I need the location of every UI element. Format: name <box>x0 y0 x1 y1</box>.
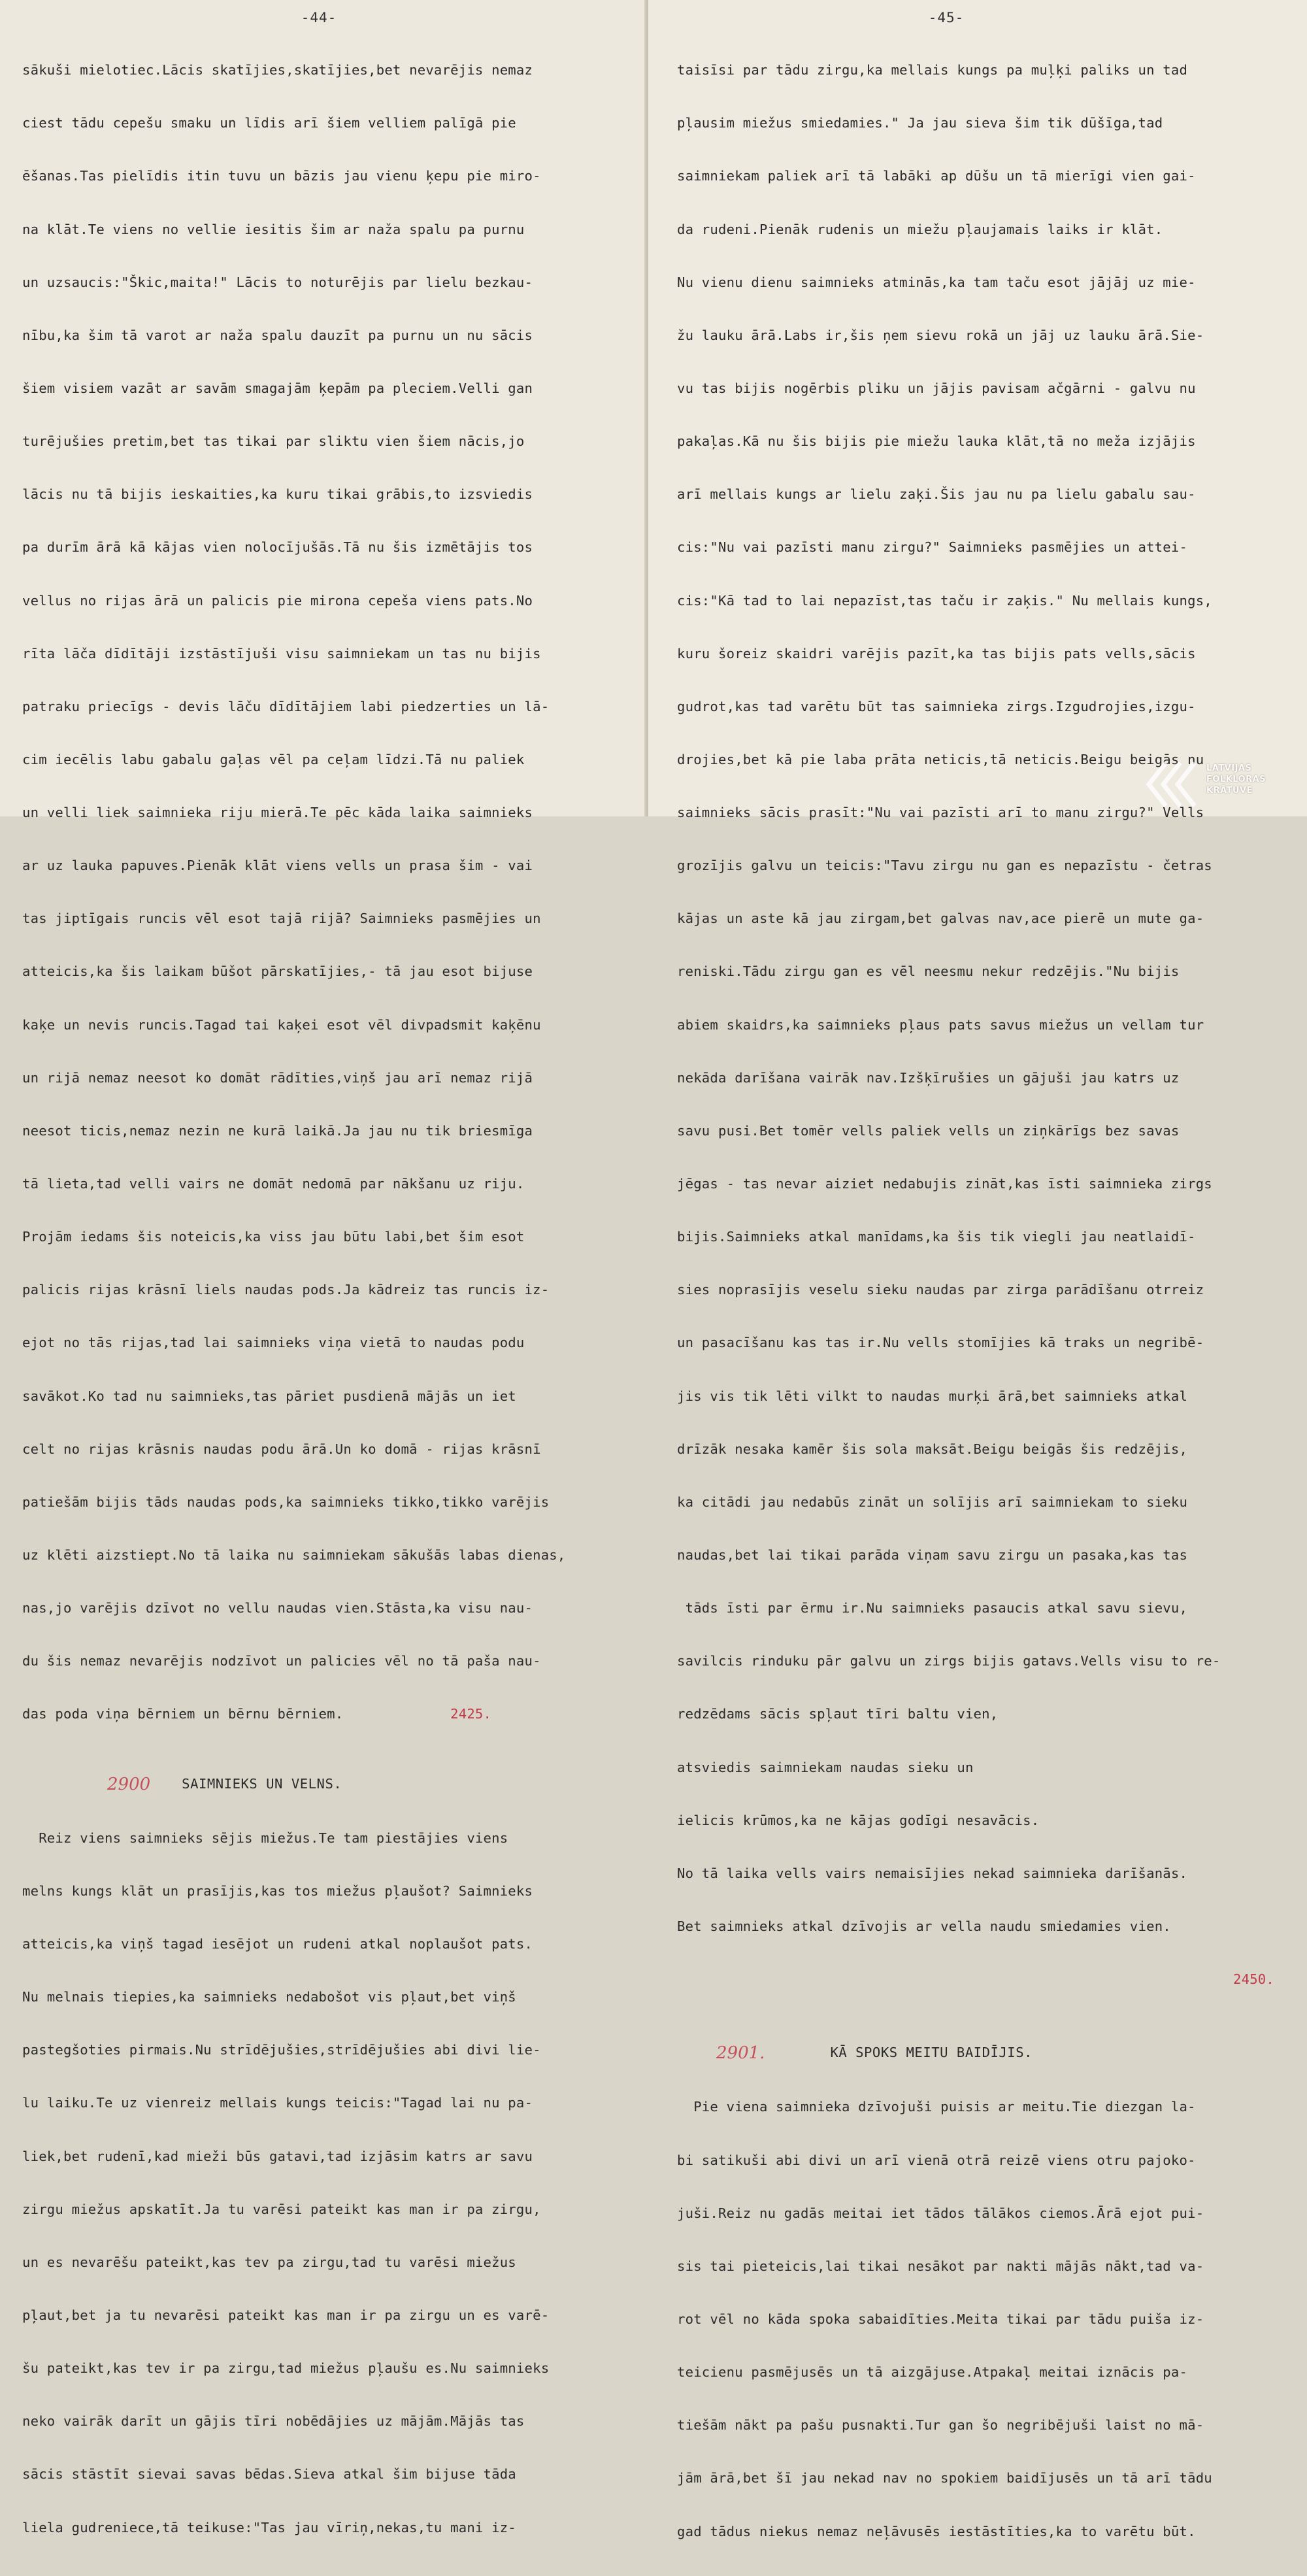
text-line: na klāt.Te viens no vellie iesitis šim ar naža spalu pa purnu <box>22 221 525 237</box>
text-line: kājas un aste kā jau zirgam,bet galvas nav,ace pierē un mute ga- <box>677 911 1204 927</box>
text-line: cim iecēlis labu gabalu gaļas vēl pa ceļam līdzi.Tā nu paliek <box>22 751 525 767</box>
text-line: liek,bet rudenī,kad mieži būs gatavi,tad izjāsim katrs ar savu <box>22 2148 533 2164</box>
text-line: pa durīm ārā kā kājas vien nolocījušās.Tā nu šis izmētājis tos <box>22 539 533 556</box>
text-line: tiešām nākt pa pašu pusnakti.Tur gan šo negribējuši laist no mā- <box>677 2417 1204 2434</box>
text-line: du šis nemaz nevarējis nodzīvot un palicies vēl no tā paša nau- <box>22 1653 541 1669</box>
text-line: sākuši mielotiec.Lācis skatījies,skatījies,bet nevarējis nemaz <box>22 62 533 78</box>
archive-name-line: LATVIJAS <box>1206 763 1252 773</box>
text-line: juši.Reiz nu gadās meitai iet tādos tālākos ciemos.Ārā ejot pui- <box>677 2205 1204 2221</box>
text-line-number-row <box>677 1971 1294 1988</box>
text-line: Reiz viens saimnieks sējis miežus.Te tam piestājies viens <box>22 1830 508 1846</box>
text-line: Bet saimnieks atkal dzīvojis ar vella naudu smiedamies vien. <box>677 1918 1171 1935</box>
left-page-number: -44- <box>301 10 337 25</box>
right-story-body <box>677 2063 1294 2575</box>
text-line: melns kungs klāt un prasījis,kas tos miežus pļaušot? Saimnieks <box>22 1882 533 1899</box>
left-story-body <box>22 1794 635 2572</box>
archive-logo-icon <box>1144 758 1204 811</box>
story-title: SAIMNIEKS UN VELNS. <box>182 1775 342 1792</box>
text-line: tāds īsti par ērmu ir.Nu saimnieks pasaucis atkal savu sievu, <box>677 1600 1188 1616</box>
text-line: patiešām bijis tāds naudas pods,ka saimnieks tikko,tikko varējis <box>22 1494 550 1510</box>
archive-name <box>1206 763 1266 796</box>
text-line: atteicis,ka šis laikam būšot pārskatījies,- tā jau esot bijuse <box>22 963 533 980</box>
story-heading <box>677 2024 1294 2063</box>
text-line: cis:"Kā tad to lai nepazīst,tas taču ir zaķis." Nu mellais kungs, <box>677 592 1212 609</box>
text-line: savu pusi.Bet tomēr vells paliek vells un ziņkārīgs bez savas <box>677 1122 1180 1139</box>
text-line: ar uz lauka papuves.Pienāk klāt viens vells un prasa šim - vai <box>22 858 533 874</box>
archive-number: 2450. <box>1233 1971 1274 1988</box>
text-line: kaķe un nevis runcis.Tagad tai kaķei esot vēl divpadsmit kaķēnu <box>22 1016 541 1033</box>
text-line: arī mellais kungs ar lielu zaķi.Šis jau nu pa lielu gabalu sau- <box>677 486 1196 503</box>
text-line: reniski.Tādu zirgu gan es vēl neesmu nekur redzējis."Nu bijis <box>677 963 1180 980</box>
text-line: nas,jo varējis dzīvot no vellu naudas vien.Stāsta,ka visu nau- <box>22 1600 533 1616</box>
text-line: šu pateikt,kas tev ir pa zirgu,tad miežus pļaušu es.Nu saimnieks <box>22 2360 550 2377</box>
text-line: uz klēti aizstiept.No tā laika nu saimniekam sākušās labas dienas, <box>22 1547 566 1564</box>
text-line-with-number <box>22 1705 635 1723</box>
text-line: atsviedis saimniekam naudas sieku un <box>677 1759 974 1775</box>
text-line: das poda viņa bērniem un bērnu bērniem. <box>22 1706 344 1722</box>
text-line: liela gudreniece,tā teikuse:"Tas jau vīriņ,nekas,tu mani iz- <box>22 2519 516 2535</box>
text-line: savilcis rinduku pār galvu un zirgs bijis gatavs.Vells visu to re- <box>677 1653 1221 1669</box>
text-line: saimniekam paliek arī tā labāki ap dūšu un tā mierīgi vien gai- <box>677 168 1196 184</box>
text-line: rīta lāča dīdītāji izstāstījuši visu saimniekam un tas nu bijis <box>22 645 541 661</box>
story-heading <box>22 1759 635 1794</box>
text-line: nību,ka šim tā varot ar naža spalu dauzīt pa purnu un nu sācis <box>22 327 533 343</box>
handwritten-story-number: 2901. <box>716 2043 765 2064</box>
archive-number: 2425. <box>450 1706 492 1722</box>
text-line: un uzsaucis:"Škic,maita!" Lācis to noturējis par lielu bezkau- <box>22 274 533 290</box>
text-line: žu lauku ārā.Labs ir,šis ņem sievu rokā un jāj uz lauku ārā.Sie- <box>677 327 1204 343</box>
text-line: tas jiptīgais runcis vēl esot tajā rijā? Saimnieks pasmējies un <box>22 911 541 927</box>
text-line: redzēdams sācis spļaut tīri baltu vien, <box>677 1706 999 1722</box>
right-page <box>648 0 1307 2539</box>
text-line: sis tai pieteicis,lai tikai nesākot par nakti mājās nākt,tad va- <box>677 2258 1204 2274</box>
text-line: gad tādus niekus nemaz neļāvusēs iestāstīties,ka to varētu būt. <box>677 2523 1196 2539</box>
text-line: pļaut,bet ja tu nevarēsi pateikt kas man ir pa zirgu un es varē- <box>22 2307 550 2323</box>
text-line: gudrot,kas tad varētu būt tas saimnieka zirgs.Izgudrojies,izgu- <box>677 698 1196 714</box>
text-line: šiem visiem vazāt ar savām smagajām ķepām pa pleciem.Velli gan <box>22 380 533 396</box>
left-story-continuation <box>22 26 635 1759</box>
text-line: taisīsi par tādu zirgu,ka mellais kungs pa muļķi paliks un tad <box>677 62 1188 78</box>
text-line: ka citādi jau nedabūs zināt un solījis arī saimniekam to sieku <box>677 1494 1188 1510</box>
archive-name-line: FOLKLORAS <box>1206 775 1266 784</box>
text-line: abiem skaidrs,ka saimnieks pļaus pats savus miežus un vellam tur <box>677 1016 1204 1033</box>
handwritten-story-number: 2900 <box>107 1774 151 1794</box>
text-line: un pasacīšanu kas tas ir.Nu vells stomījies kā traks un negribē- <box>677 1335 1204 1351</box>
text-line: un rijā nemaz neesot ko domāt rādīties,viņš jau arī nemaz rijā <box>22 1069 533 1086</box>
text-line: savākot.Ko tad nu saimnieks,tas pāriet pusdienā mājās un iet <box>22 1388 516 1404</box>
text-line: ejot no tās rijas,tad lai saimnieks viņa vietā to naudas podu <box>22 1335 525 1351</box>
text-line: jām ārā,bet šī jau nekad nav no spokiem baidījusēs un tā arī tādu <box>677 2470 1212 2486</box>
text-line: jēgas - tas nevar aiziet nedabujis zināt,kas īsti saimnieka zirgs <box>677 1176 1212 1192</box>
text-line: kuru šoreiz skaidri varējis pazīt,ka tas bijis pats vells,sācis <box>677 645 1196 661</box>
right-page-number: -45- <box>928 10 965 25</box>
text-line: ciest tādu cepešu smaku un līdis arī šiem velliem palīgā pie <box>22 115 516 131</box>
text-line: Pie viena saimnieka dzīvojuši puisis ar meitu.Tie diezgan la- <box>677 2099 1196 2115</box>
text-line: ielicis krūmos,ka ne kājas godīgi nesavācis. <box>677 1812 1040 1828</box>
text-line: atteicis,ka viņš tagad iesējot un rudeni atkal noplaušot pats. <box>22 1935 533 1952</box>
text-line: neko vairāk darīt un gājis tīri nobēdājies uz mājām.Mājās tas <box>22 2413 525 2430</box>
story-title: KĀ SPOKS MEITU BAIDĪJIS. <box>830 2045 1033 2061</box>
text-line: nekāda darīšana vairāk nav.Izšķīrušies un gājuši jau katrs uz <box>677 1069 1180 1086</box>
text-line: No tā laika vells vairs nemaisījies nekad saimnieka darīšanās. <box>677 1865 1188 1881</box>
text-line: rot vēl no kāda spoka sabaidīties.Meita tikai par tādu puiša iz- <box>677 2311 1204 2327</box>
archive-watermark <box>1144 758 1294 811</box>
text-line: bi satikuši abi divi un arī vienā otrā reizē viens otru pajoko- <box>677 2152 1196 2168</box>
text-line: sies noprasījis veselu sieku naudas par zirga parādīšanu otrreiz <box>677 1282 1204 1298</box>
text-line: Nu melnais tiepies,ka saimnieks nedabošot vis pļaut,bet viņš <box>22 1989 516 2005</box>
text-line: un velli liek saimnieka riju mierā.Te pēc kāda laika saimnieks <box>22 805 533 821</box>
text-line: cis:"Nu vai pazīsti manu zirgu?" Saimnieks pasmējies un attei- <box>677 539 1188 556</box>
text-line: vellus no rijas ārā un palicis pie mirona cepeša viens pats.No <box>22 592 533 609</box>
text-line: un es nevarēšu pateikt,kas tev pa zirgu,tad tu varēsi miežus <box>22 2254 516 2270</box>
text-line: lu laiku.Te uz vienreiz mellais kungs teicis:"Tagad lai nu pa- <box>22 2095 533 2111</box>
text-line: Projām iedams šis noteicis,ka viss jau būtu labi,bet šim esot <box>22 1229 525 1245</box>
archive-name-line: KRĀTUVE <box>1206 786 1253 795</box>
text-line: celt no rijas krāsnis naudas podu ārā.Un ko domā - rijas krāsnī <box>22 1441 541 1457</box>
text-line: da rudeni.Pienāk rudenis un miežu pļaujamais laiks ir klāt. <box>677 221 1163 237</box>
text-line: tā lieta,tad velli vairs ne domāt nedomā par nākšanu uz riju. <box>22 1176 525 1192</box>
text-line: sācis stāstīt sievai savas bēdas.Sieva atkal šim bijuse tāda <box>22 2466 516 2483</box>
left-page <box>0 0 648 2535</box>
text-line: ēšanas.Tas pielīdis itin tuvu un bāzis jau vienu ķepu pie miro- <box>22 168 541 184</box>
text-line: turējušies pretim,bet tas tikai par sliktu vien šiem nācis,jo <box>22 433 525 450</box>
text-line: neesot ticis,nemaz nezin ne kurā laikā.Ja jau nu tik briesmīga <box>22 1122 533 1139</box>
text-line: grozījis galvu un teicis:"Tavu zirgu nu gan es nepazīstu - četras <box>677 858 1212 874</box>
text-line: jis vis tik lēti vilkt to naudas murķi ārā,bet saimnieks atkal <box>677 1388 1188 1404</box>
text-line: patraku priecīgs - devis lāču dīdītājiem labi piedzerties un lā- <box>22 698 550 714</box>
text-line: palicis rijas krāsnī liels naudas pods.Ja kādreiz tas runcis iz- <box>22 1282 550 1298</box>
text-line: zirgu miežus apskatīt.Ja tu varēsi pateikt kas man ir pa zirgu, <box>22 2201 541 2217</box>
text-line: drojies,bet kā pie laba prāta neticis,tā neticis.Beigu beigās nu <box>677 751 1204 767</box>
text-line: lācis nu tā bijis ieskaities,ka kuru tikai grābis,to izsviedis <box>22 486 533 503</box>
text-line: naudas,bet lai tikai parāda viņam savu zirgu un pasaka,kas tas <box>677 1547 1188 1564</box>
text-line: teicienu pasmējusēs un tā aizgājuse.Atpakaļ meitai iznācis pa- <box>677 2364 1188 2381</box>
text-line: pļausim miežus smiedamies." Ja jau sieva šim tik dūšīga,tad <box>677 115 1163 131</box>
text-line: saimnieks sācis prasīt:"Nu vai pazīsti arī to manu zirgu?" Vells <box>677 805 1204 821</box>
right-story-continuation <box>677 26 1294 2024</box>
text-line: Nu vienu dienu saimnieks atminās,ka tam taču esot jājāj uz mie- <box>677 274 1196 290</box>
text-line: pastegšoties pirmais.Nu strīdējušies,strīdējušies abi divi lie- <box>22 2042 541 2058</box>
text-line: bijis.Saimnieks atkal manīdams,ka šis tik viegli jau neatlaidī- <box>677 1229 1196 1245</box>
text-line: drīzāk nesaka kamēr šis sola maksāt.Beigu beigās šis redzējis, <box>677 1441 1188 1457</box>
text-line: pakaļas.Kā nu šis bijis pie miežu lauka klāt,tā no meža izjājis <box>677 433 1196 450</box>
text-line: vu tas bijis nogērbis pliku un jājis pavisam ačgārni - galvu nu <box>677 380 1196 396</box>
